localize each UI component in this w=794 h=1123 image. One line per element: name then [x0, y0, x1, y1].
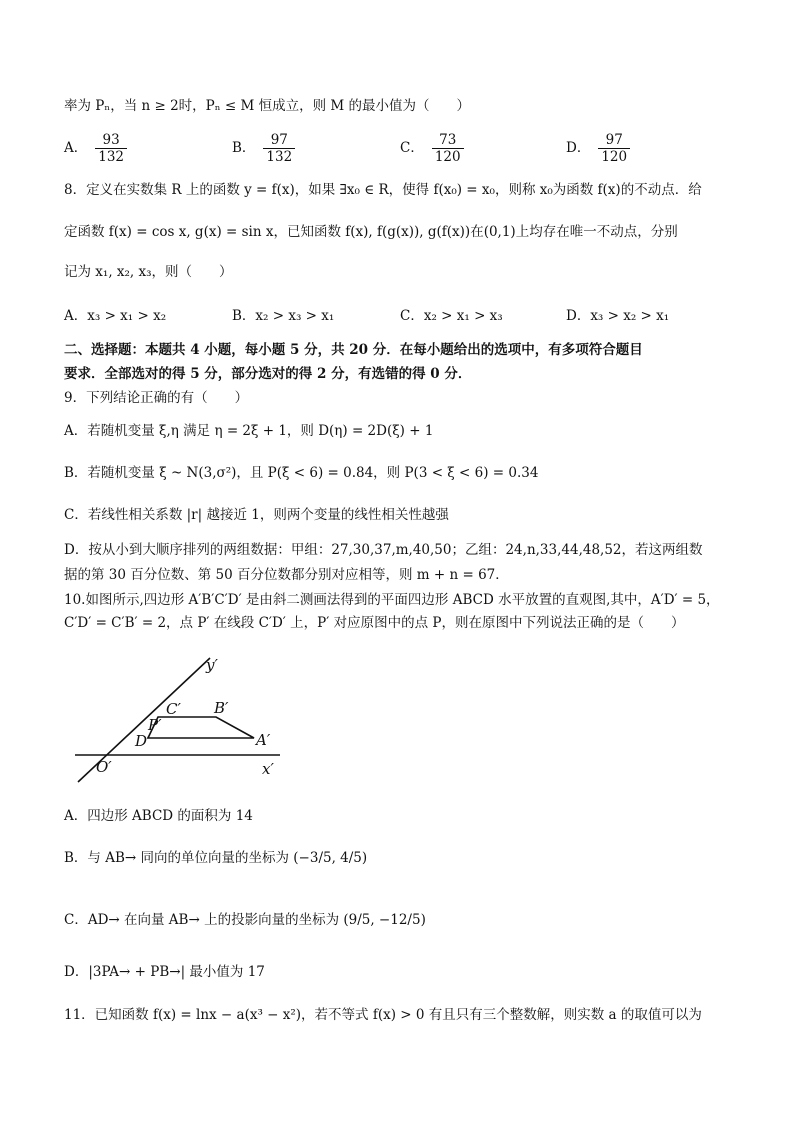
origin-label: O′	[96, 758, 112, 776]
q8-line-1: 8．定义在实数集 R 上的函数 y = f(x)，如果 ∃x₀ ∈ R，使得 f(x₀) = x₀，则称 x₀为函数 f(x)的不动点．给	[64, 182, 702, 198]
section-heading-line-2: 要求．全部选对的得 5 分，部分选对的得 2 分，有选错的得 0 分．	[64, 366, 472, 382]
denominator: 120	[601, 149, 628, 165]
fraction	[432, 132, 464, 165]
q9-option-a: A．若随机变量 ξ,η 满足 η = 2ξ + 1，则 D(η) = 2D(ξ) + 1	[64, 423, 434, 439]
option-label: B．	[232, 140, 256, 156]
numerator: 93	[95, 132, 127, 149]
q10-option-c: C．AD→ 在向量 AB→ 上的投影向量的坐标为 (9/5, −12/5)	[64, 912, 426, 928]
numerator: 97	[598, 132, 630, 149]
point-a-label: A′	[256, 731, 271, 749]
numerator: 73	[432, 132, 464, 149]
q8-option-d: D．x₃ > x₂ > x₁	[566, 308, 670, 324]
q7-option-c	[400, 132, 464, 165]
point-c-label: C′	[166, 700, 181, 718]
q8-option-c: C．x₂ > x₁ > x₃	[400, 308, 503, 324]
fraction	[95, 132, 127, 165]
point-d-label: D′	[135, 732, 151, 750]
q11-stem: 11．已知函数 f(x) = lnx − a(x³ − x²)，若不等式 f(x) > 0 有且只有三个整数解，则实数 a 的取值可以为	[64, 1007, 702, 1023]
point-p-label: P′	[148, 716, 162, 734]
fraction	[598, 132, 630, 165]
q7-option-d	[566, 132, 630, 165]
q9-option-c: C．若线性相关系数 |r| 越接近 1，则两个变量的线性相关性越强	[64, 507, 449, 523]
denominator: 132	[98, 149, 125, 165]
numerator: 97	[263, 132, 295, 149]
q7-option-a	[64, 132, 127, 165]
q10-option-a: A．四边形 ABCD 的面积为 14	[64, 808, 253, 824]
q10-line-1: 10.如图所示,四边形 A′B′C′D′ 是由斜二测画法得到的平面四边形 ABCD 水平放置的直观图,其中，A′D′ = 5，	[64, 592, 720, 608]
denominator: 120	[434, 149, 461, 165]
x-axis-label: x′	[262, 760, 274, 778]
quadrilateral	[148, 717, 254, 738]
q8-option-a: A．x₃ > x₁ > x₂	[64, 308, 167, 324]
q8-line-2: 定函数 f(x) = cos x, g(x) = sin x，已知函数 f(x), f(g(x)), g(f(x))在(0,1)上均存在唯一不动点，分别	[64, 224, 678, 240]
q9-option-b: B．若随机变量 ξ ~ N(3,σ²)，且 P(ξ < 6) = 0.84，则 P(3 < ξ < 6) = 0.34	[64, 465, 539, 481]
q7-option-b	[232, 132, 295, 165]
option-label: A．	[64, 140, 88, 156]
point-b-label: B′	[214, 699, 229, 717]
q9-option-d-line-2: 据的第 30 百分位数、第 50 百分位数都分别对应相等，则 m + n = 67．	[64, 567, 509, 583]
fraction	[263, 132, 295, 165]
oblique-projection-figure	[70, 650, 290, 790]
q10-option-b: B．与 AB→ 同向的单位向量的坐标为 (−3/5, 4/5)	[64, 850, 368, 866]
q8-option-b: B．x₂ > x₃ > x₁	[232, 308, 335, 324]
q10-line-2: C′D′ = C′B′ = 2，点 P′ 在线段 C′D′ 上，P′ 对应原图中的点 P，则在原图中下列说法正确的是（ ）	[64, 615, 685, 631]
q7-stem-tail: 率为 Pₙ，当 n ≥ 2时，Pₙ ≤ M 恒成立，则 M 的最小值为（ ）	[64, 98, 471, 114]
q9-stem: 9．下列结论正确的有（ ）	[64, 390, 249, 406]
q9-option-d-line-1: D．按从小到大顺序排列的两组数据：甲组：27,30,37,m,40,50；乙组：24,n,33,44,48,52，若这两组数	[64, 542, 703, 558]
y-axis-label: y′	[206, 656, 218, 674]
section-heading-line-1: 二、选择题：本题共 4 小题，每小题 5 分，共 20 分．在每小题给出的选项中，有多项符合题目	[64, 342, 643, 358]
q10-option-d: D．|3PA→ + PB→| 最小值为 17	[64, 964, 265, 980]
option-label: C．	[400, 140, 424, 156]
denominator: 132	[266, 149, 293, 165]
option-label: D．	[566, 140, 591, 156]
q8-line-3: 记为 x₁, x₂, x₃，则（ ）	[64, 264, 233, 280]
